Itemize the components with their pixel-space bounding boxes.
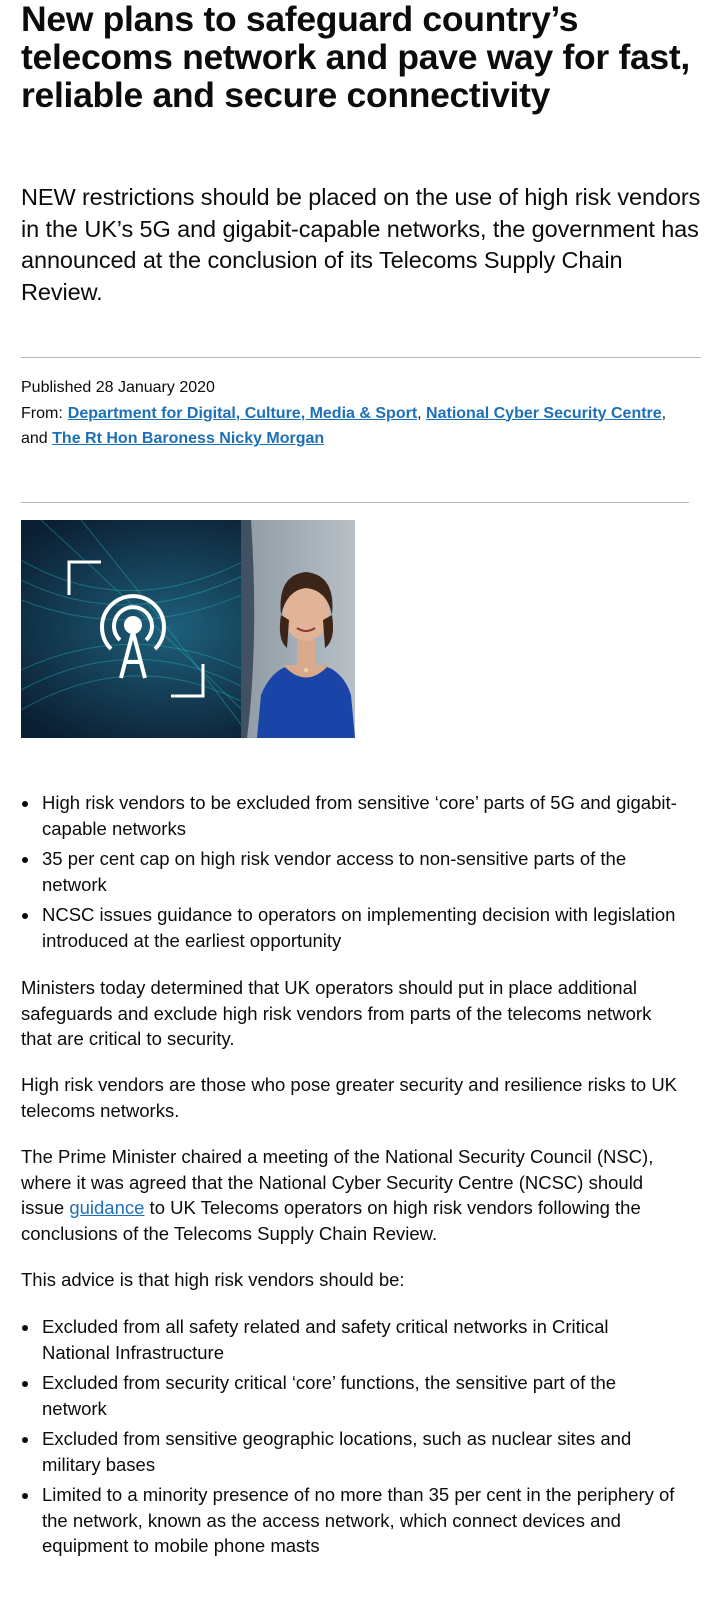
list-item: Excluded from security critical ‘core’ functions, the sensitive part of the network bbox=[21, 1370, 681, 1421]
and-label: and bbox=[21, 430, 48, 447]
list-item: High risk vendors to be excluded from sensitive ‘core’ parts of 5G and gigabit-capable networks bbox=[21, 790, 681, 841]
hero-illustration bbox=[21, 520, 355, 738]
org-separator-2: , bbox=[661, 404, 667, 422]
metadata-block bbox=[21, 375, 701, 452]
paragraph-text: to UK Telecoms operators on high risk vendors following the conclusions of the Telecoms Supply Chain Review. bbox=[21, 1197, 641, 1244]
and-line bbox=[21, 426, 701, 452]
body-paragraph-2: High risk vendors are those who pose greater security and resilience risks to UK telecoms networks. bbox=[21, 1074, 678, 1121]
body-paragraph-3 bbox=[21, 1144, 686, 1246]
advice-points-list bbox=[21, 1314, 681, 1564]
published-date: Published 28 January 2020 bbox=[21, 379, 215, 396]
person-link-nicky-morgan[interactable]: The Rt Hon Baroness Nicky Morgan bbox=[52, 430, 325, 447]
paragraph-text: The Prime Minister chaired a meeting of the National Security Council (NSC), where it was agreed that the National Cyber Security Centre (NCSC) should issue bbox=[21, 1146, 654, 1218]
list-item: Excluded from sensitive geographic locations, such as nuclear sites and military bases bbox=[21, 1426, 681, 1477]
body-paragraph-4: This advice is that high risk vendors should be: bbox=[21, 1269, 405, 1290]
list-item: 35 per cent cap on high risk vendor access to non-sensitive parts of the network bbox=[21, 846, 681, 897]
list-item: Excluded from all safety related and safety critical networks in Critical National Infrastructure bbox=[21, 1314, 681, 1365]
divider-bottom bbox=[21, 502, 689, 503]
list-item: NCSC issues guidance to operators on implementing decision with legislation introduced at the earliest opportunity bbox=[21, 902, 681, 953]
from-label: From: bbox=[21, 404, 63, 422]
body-paragraph-1: Ministers today determined that UK operators should put in place additional safeguards and exclude high risk vendors from parts of the telecoms network that are critical to security. bbox=[21, 977, 652, 1049]
org-link-ncsc[interactable]: National Cyber Security Centre bbox=[426, 404, 662, 422]
list-item: Limited to a minority presence of no more than 35 per cent in the periphery of the network, known as the access network, which connect devices and equipment to mobile phone masts bbox=[21, 1482, 681, 1559]
lede-summary: NEW restrictions should be placed on the use of high risk vendors in the UK’s 5G and gigabit-capable networks, the government has announced at the conclusion of its Telecoms Supply Chain Review. bbox=[21, 184, 701, 305]
org-separator: , bbox=[417, 404, 422, 422]
org-link-dcms[interactable]: Department for Digital, Culture, Media & Sport bbox=[67, 404, 418, 422]
key-points-list bbox=[21, 790, 681, 958]
hero-image bbox=[21, 520, 355, 738]
from-line bbox=[21, 401, 701, 427]
guidance-link[interactable]: guidance bbox=[69, 1197, 145, 1218]
divider-top bbox=[21, 357, 701, 358]
page-title: New plans to safeguard country’s telecoms network and pave way for fast, reliable and secure connectivity bbox=[21, 0, 690, 115]
